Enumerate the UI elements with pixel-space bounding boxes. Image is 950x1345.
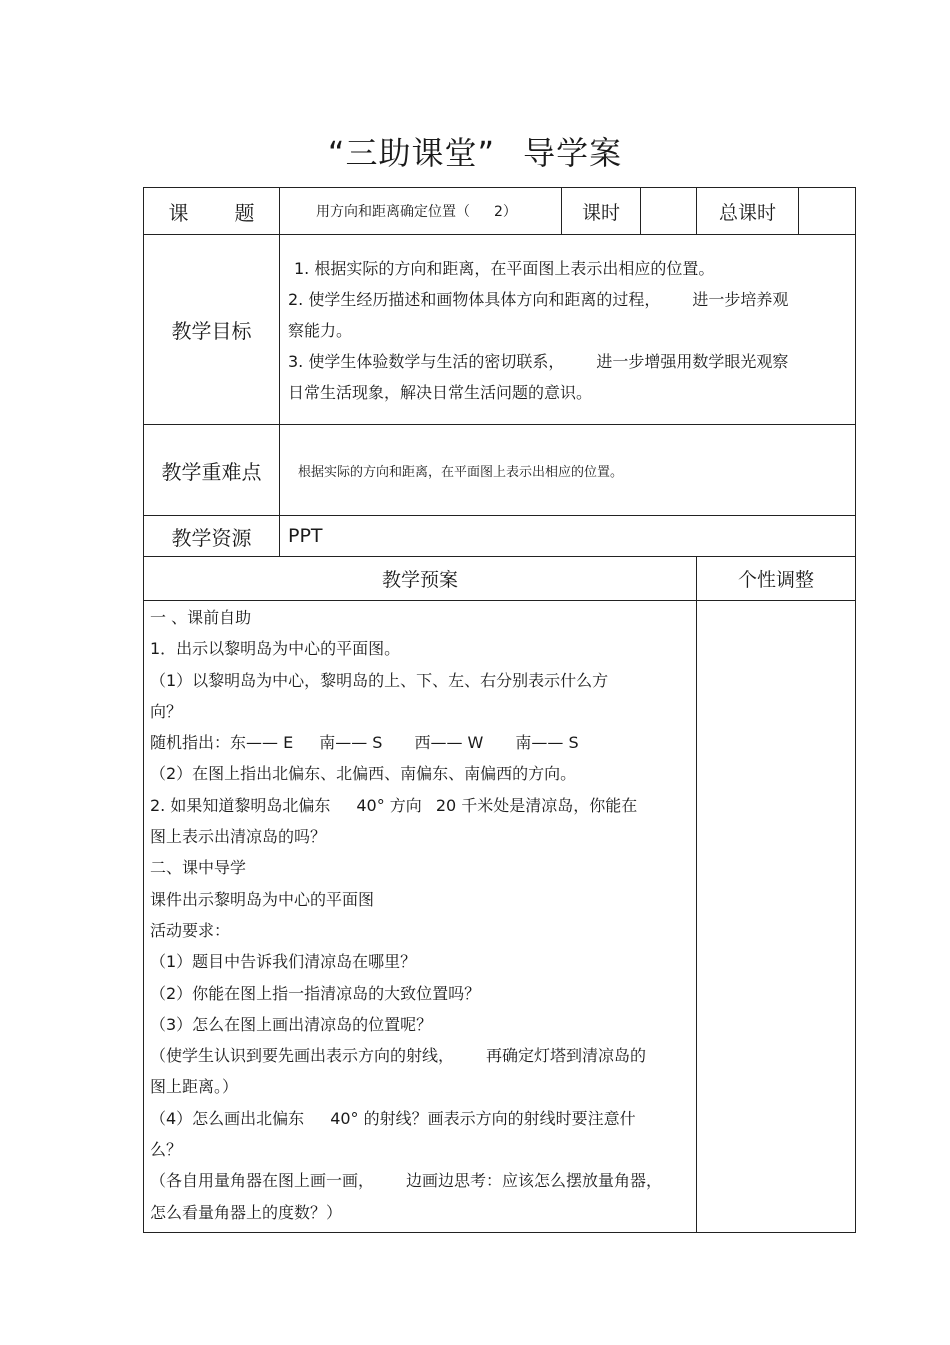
plan-line: 怎么看量角器上的度数？） xyxy=(150,1202,343,1222)
goal-item-3-line-1 xyxy=(288,346,849,377)
key-points-label-cell: 教学重难点 xyxy=(144,425,280,516)
plan-line: 二、课中导学 xyxy=(150,858,247,878)
plan-line xyxy=(150,1165,692,1196)
note-part-a: （使学生认识到要先画出表示方向的射线， xyxy=(150,1046,455,1066)
plan-line: 活动要求： xyxy=(150,920,231,940)
step4-part-a: （4）怎么画出北偏东 xyxy=(150,1108,305,1128)
lesson-plan-table xyxy=(143,187,856,1233)
goals-content-cell xyxy=(280,235,856,425)
plan-line: 图上距离。） xyxy=(150,1077,239,1097)
plan-line: （2）你能在图上指一指清凉岛的大致位置吗？ xyxy=(150,983,481,1003)
plan-line: （1）题目中告诉我们清凉岛在哪里？ xyxy=(150,952,417,972)
adjust-content-cell xyxy=(697,601,856,1233)
plan-line: 课件出示黎明岛为中心的平面图 xyxy=(150,889,375,909)
question-part-b: 40° 方向 xyxy=(356,795,422,815)
question-part-c: 20 千米处是清凉岛，你能在 xyxy=(435,795,638,815)
topic-label-b: 题 xyxy=(234,200,255,225)
resource-content-cell: PPT xyxy=(280,516,856,557)
topic-label-a: 课 xyxy=(168,200,189,225)
goal-3-part-a: 3. 使学生体验数学与生活的密切联系， xyxy=(288,352,565,371)
plan-line xyxy=(150,1040,692,1071)
goals-label-cell: 教学目标 xyxy=(144,235,280,425)
key-points-content-cell: 根据实际的方向和距离，在平面图上表示出相应的位置。 xyxy=(280,425,856,516)
direction-west: 西—— W xyxy=(414,733,484,753)
plan-line: 向？ xyxy=(150,701,183,721)
goal-item-2-line-2: 察能力。 xyxy=(288,321,353,340)
direction-east: 随机指出：东—— E xyxy=(150,733,294,753)
topic-label-cell xyxy=(144,188,280,235)
key-points-row xyxy=(144,425,856,516)
plan-line xyxy=(150,1103,692,1134)
plan-header-cell: 教学预案 xyxy=(144,557,697,601)
adjust-header-cell: 个性调整 xyxy=(697,557,856,601)
hours-label-cell: 课时 xyxy=(562,188,641,235)
plan-line: （3）怎么在图上画出清凉岛的位置呢？ xyxy=(150,1014,433,1034)
plan-line: 一 、课前自助 xyxy=(150,608,252,627)
goal-2-part-a: 2. 使学生经历描述和画物体具体方向和距离的过程， xyxy=(288,290,661,309)
direction-south-2: 南—— S xyxy=(515,733,579,753)
plan-line: 图上表示出清凉岛的吗？ xyxy=(150,827,327,847)
plan-line-question xyxy=(150,790,692,821)
note-part-b: 再确定灯塔到清凉岛的 xyxy=(486,1046,647,1066)
plan-line-directions xyxy=(150,727,692,758)
goal-2-part-b: 进一步培养观 xyxy=(692,290,789,309)
topic-value-cell xyxy=(280,188,562,235)
resource-row xyxy=(144,516,856,557)
activity-part-a: （各自用量角器在图上画一画， xyxy=(150,1171,375,1191)
plan-line: （1）以黎明岛为中心，黎明岛的上、下、左、右分别表示什么方 xyxy=(150,670,609,690)
title-main: “三助课堂” xyxy=(327,134,496,172)
topic-text: 用方向和距离确定位置（ xyxy=(316,204,470,220)
plan-line: （2）在图上指出北偏东、北偏西、南偏东、南偏西的方向。 xyxy=(150,764,577,784)
question-part-a: 2. 如果知道黎明岛北偏东 xyxy=(150,795,331,815)
goal-item-2-line-1 xyxy=(288,284,849,315)
goal-item-1: 1. 根据实际的方向和距离，在平面图上表示出相应的位置。 xyxy=(294,259,715,278)
total-hours-label-cell: 总课时 xyxy=(697,188,799,235)
plan-line: 么？ xyxy=(150,1140,183,1160)
goal-item-3-line-2: 日常生活现象，解决日常生活问题的意识。 xyxy=(288,383,593,402)
plan-content-cell xyxy=(144,601,697,1233)
activity-part-b: 边画边思考：应该怎么摆放量角器， xyxy=(406,1171,663,1191)
topic-number: 2） xyxy=(494,204,517,220)
plan-line: 1．出示以黎明岛为中心的平面图。 xyxy=(150,639,401,659)
goals-row xyxy=(144,235,856,425)
topic-row xyxy=(144,188,856,235)
total-hours-value-cell xyxy=(799,188,856,235)
resource-label-cell: 教学资源 xyxy=(144,516,280,557)
plan-body-row xyxy=(144,601,856,1233)
step4-part-b: 40° 的射线？画表示方向的射线时要注意什 xyxy=(330,1108,636,1128)
page-title xyxy=(0,128,950,174)
plan-header-row xyxy=(144,557,856,601)
goal-3-part-b: 进一步增强用数学眼光观察 xyxy=(596,352,789,371)
direction-south-1: 南—— S xyxy=(319,733,383,753)
title-sub: 导学案 xyxy=(523,134,623,172)
hours-value-cell xyxy=(641,188,697,235)
